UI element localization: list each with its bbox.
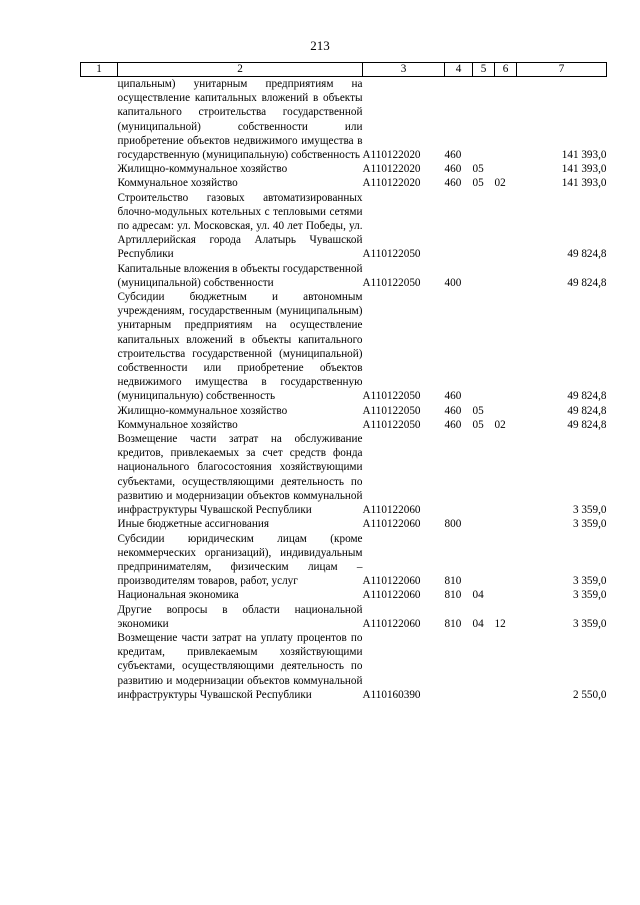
row-number-cell: [81, 631, 118, 702]
amount: 49 824,8: [567, 248, 607, 261]
row-number-cell: [81, 176, 118, 190]
expense-type-code: 800: [444, 518, 462, 531]
item-name: Коммунальное хозяйство: [117, 177, 238, 190]
item-name: Другие вопросы в области национальной экономики: [117, 603, 363, 630]
table-row: [81, 532, 607, 589]
budget-table: [80, 62, 607, 702]
table-row: [81, 432, 607, 517]
subsection-code: [495, 262, 517, 290]
row-number-cell: [81, 603, 118, 631]
subsection-code: [495, 432, 517, 517]
item-name: Субсидии бюджетным и автономным учреждениям, государственным (муниципальным) унитарным предприятиям на осуществление капитальных вложений в объекты капитального строительства государственной (муниципальной) собственности или приобретение объектов недвижимого имущества в государственную (муниципальную) собственность: [117, 291, 363, 403]
row-number-cell: [81, 191, 118, 262]
item-name: Жилищно-коммунальное хозяйство: [117, 404, 288, 417]
amount: 3 359,0: [572, 589, 607, 602]
item-name: Субсидии юридическим лицам (кроме некоммерческих организаций), индивидуальным предпринимателям, физическим лицам – производителям товаров, работ, услуг: [117, 532, 363, 588]
expense-type-code: 460: [444, 418, 462, 431]
header-col-6: 6: [495, 63, 517, 77]
amount: 3 359,0: [572, 504, 607, 517]
row-number-cell: [81, 432, 118, 517]
amount: 141 393,0: [561, 149, 607, 162]
expense-type-code: 460: [444, 149, 462, 162]
table-row: [81, 290, 607, 404]
item-name: Возмещение части затрат на обслуживание кредитов, привлекаемых за счет средств фонда национального благосостояния хозяйствующими субъектами, осуществляющими деятельность по развитию и модернизации объектов коммунальной инфраструктуры Чувашской Республики: [117, 433, 363, 517]
table-row: [81, 191, 607, 262]
row-number-cell: [81, 262, 118, 290]
row-number-cell: [81, 290, 118, 404]
item-name: Возмещение части затрат на уплату процентов по кредитам, привлекаемым хозяйствующими субъектами, осуществляющими деятельность по развитию и модернизации объектов коммунальной инфраструктуры Чувашской Республики: [117, 631, 363, 701]
subsection-code: [495, 532, 517, 589]
table-body: [81, 77, 607, 702]
section-code: [473, 532, 495, 589]
section-code: [473, 432, 495, 517]
expense-type-code: 460: [444, 390, 462, 403]
target-code: А110122060: [362, 518, 421, 531]
subsection-code: [495, 404, 517, 418]
target-code: А110122020: [362, 163, 421, 176]
expense-type-code: [445, 432, 473, 517]
item-name: Национальная экономика: [117, 589, 239, 602]
expense-type-code: 810: [444, 617, 462, 630]
header-col-1: 1: [81, 63, 118, 77]
row-number-cell: [81, 532, 118, 589]
target-code: А110122060: [362, 617, 421, 630]
target-code: А110122020: [362, 177, 421, 190]
row-number-cell: [81, 77, 118, 163]
header-col-7: 7: [517, 63, 607, 77]
item-name: Строительство газовых автоматизированных блочно-модульных котельных с тепловыми сетями по адресам: ул. Московская, ул. 40 лет Победы, ул. Артиллерийская города Алатырь Чувашской Республики: [117, 191, 363, 261]
row-number-cell: [81, 517, 118, 531]
item-name: Иные бюджетные ассигнования: [117, 518, 269, 531]
header-col-2: 2: [118, 63, 363, 77]
section-code: 05: [472, 163, 484, 176]
section-code: 04: [472, 589, 484, 602]
expense-type-code: 810: [444, 589, 462, 602]
section-code: [473, 517, 495, 531]
item-name: Жилищно-коммунальное хозяйство: [117, 163, 288, 176]
row-number-cell: [81, 162, 118, 176]
table-row: [81, 176, 607, 190]
amount: 141 393,0: [561, 177, 607, 190]
table-row: [81, 162, 607, 176]
amount: 49 824,8: [567, 390, 607, 403]
amount: 2 550,0: [572, 688, 607, 701]
table-row: [81, 631, 607, 702]
subsection-code: [495, 77, 517, 163]
target-code: А110122050: [362, 276, 421, 289]
item-name: ципальным) унитарным предприятиям на осуществление капитальных вложений в объекты капитального строительства государственной (муниципальной) собственности или приобретение объектов недвижимого имущества в государственную (муниципальную) собственность: [117, 78, 363, 162]
subsection-code: [495, 631, 517, 702]
expense-type-code: [445, 631, 473, 702]
amount: 49 824,8: [567, 404, 607, 417]
section-code: 04: [472, 617, 484, 630]
subsection-code: [495, 290, 517, 404]
table-row: [81, 517, 607, 531]
table-row: [81, 77, 607, 163]
page-number: 213: [310, 38, 330, 53]
target-code: А110122060: [362, 589, 421, 602]
header-col-3: 3: [363, 63, 445, 77]
table-row: [81, 262, 607, 290]
expense-type-code: 460: [444, 404, 462, 417]
target-code: А110122050: [362, 248, 421, 261]
subsection-code: [495, 517, 517, 531]
section-code: [473, 77, 495, 163]
target-code: А110122050: [362, 390, 421, 403]
header-col-4: 4: [445, 63, 473, 77]
subsection-code: 02: [494, 177, 506, 190]
table-row: [81, 588, 607, 602]
section-code: [473, 262, 495, 290]
amount: 49 824,8: [567, 276, 607, 289]
expense-type-code: [445, 191, 473, 262]
header-row: [81, 63, 607, 77]
subsection-code: [495, 588, 517, 602]
amount: 3 359,0: [572, 518, 607, 531]
expense-type-code: 460: [444, 177, 462, 190]
header-col-5: 5: [473, 63, 495, 77]
section-code: 05: [472, 404, 484, 417]
amount: 3 359,0: [572, 617, 607, 630]
section-code: [473, 631, 495, 702]
row-number-cell: [81, 418, 118, 432]
row-number-cell: [81, 404, 118, 418]
row-number-cell: [81, 588, 118, 602]
section-code: [473, 290, 495, 404]
expense-type-code: 810: [444, 575, 462, 588]
target-code: А110122060: [362, 504, 421, 517]
expense-type-code: 460: [444, 163, 462, 176]
subsection-code: [495, 162, 517, 176]
subsection-code: 02: [494, 418, 506, 431]
table-row: [81, 603, 607, 631]
target-code: А110122020: [362, 149, 421, 162]
target-code: А110160390: [362, 688, 421, 701]
target-code: А110122050: [362, 418, 421, 431]
amount: 141 393,0: [561, 163, 607, 176]
subsection-code: [495, 191, 517, 262]
expense-type-code: 400: [444, 276, 462, 289]
item-name: Капитальные вложения в объекты государственной (муниципальной) собственности: [117, 262, 363, 289]
section-code: [473, 191, 495, 262]
item-name: Коммунальное хозяйство: [117, 418, 238, 431]
amount: 3 359,0: [572, 575, 607, 588]
subsection-code: 12: [494, 617, 506, 630]
target-code: А110122060: [362, 575, 421, 588]
amount: 49 824,8: [567, 418, 607, 431]
section-code: 05: [472, 177, 484, 190]
target-code: А110122050: [362, 404, 421, 417]
table-row: [81, 404, 607, 418]
table-row: [81, 418, 607, 432]
section-code: 05: [472, 418, 484, 431]
